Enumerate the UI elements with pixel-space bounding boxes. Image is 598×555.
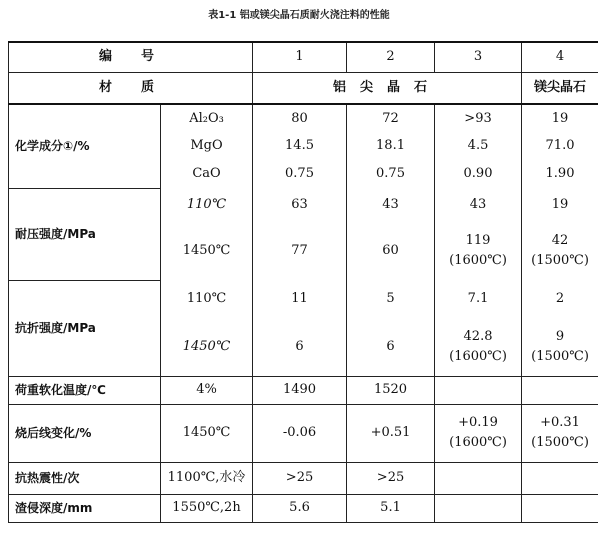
flex-value: 11 — [253, 280, 347, 318]
plc-value: -0.06 — [253, 404, 347, 462]
tsr-value: >25 — [347, 462, 435, 494]
tsr-label: 抗热震性/次 — [9, 462, 161, 494]
material-alumina-spinel: 铝尖晶石 — [253, 72, 522, 104]
compress-row-110 — [9, 188, 598, 222]
flex-value: 2 — [522, 280, 598, 318]
slag-value: 5.1 — [347, 494, 435, 522]
compress-cond: 1450℃ — [161, 222, 253, 280]
slag-row — [9, 494, 598, 522]
rul-value — [522, 376, 598, 404]
material-row — [9, 72, 598, 104]
chem-comp: Al₂O₃ — [161, 104, 253, 132]
plc-note: (1500℃) — [531, 435, 589, 450]
slag-value: 5.6 — [253, 494, 347, 522]
plc-row — [9, 404, 598, 462]
chem-value: 18.1 — [347, 132, 435, 160]
chem-value: >93 — [435, 104, 522, 132]
flex-cell-3 — [435, 318, 522, 376]
tsr-value: >25 — [253, 462, 347, 494]
chem-value: 14.5 — [253, 132, 347, 160]
plc-cond: 1450℃ — [161, 404, 253, 462]
compress-value: 119 — [465, 233, 491, 248]
tsr-value — [435, 462, 522, 494]
compress-value: 60 — [347, 222, 435, 280]
slag-value — [435, 494, 522, 522]
header-col-1: 1 — [253, 42, 347, 72]
plc-label: 烧后线变化/% — [9, 404, 161, 462]
header-label: 编 号 — [9, 42, 253, 72]
tsr-cond: 1100℃,水冷 — [161, 462, 253, 494]
flex-value: 6 — [253, 318, 347, 376]
flex-value: 9 — [555, 328, 565, 344]
chem-comp: CaO — [161, 160, 253, 188]
properties-table — [8, 41, 598, 523]
header-col-4: 4 — [522, 42, 598, 72]
flex-note: (1600℃) — [449, 348, 507, 364]
chem-value: 71.0 — [522, 132, 598, 160]
rul-value: 1490 — [253, 376, 347, 404]
flex-value: 42.8 — [463, 328, 493, 344]
chem-comp: MgO — [161, 132, 253, 160]
compress-label: 耐压强度/MPa — [9, 188, 161, 280]
plc-value: +0.31 — [540, 415, 580, 430]
compress-note: (1500℃) — [531, 253, 589, 268]
compress-cond: 110℃ — [161, 188, 253, 222]
plc-value: +0.51 — [347, 404, 435, 462]
compress-note: (1600℃) — [449, 253, 507, 268]
material-magnesia-spinel: 镁尖晶石 — [522, 72, 598, 104]
rul-row — [9, 376, 598, 404]
table-title: 表1-1 铝或镁尖晶石质耐火浇注料的性能 — [208, 10, 390, 21]
chem-value: 19 — [522, 104, 598, 132]
plc-note: (1600℃) — [449, 435, 507, 450]
chem-row-al2o3 — [9, 104, 598, 132]
flex-row-110 — [9, 280, 598, 318]
tsr-value — [522, 462, 598, 494]
flex-note: (1500℃) — [531, 348, 589, 364]
chem-value: 0.90 — [435, 160, 522, 188]
rul-cond: 4% — [161, 376, 253, 404]
chem-label: 化学成分①/% — [9, 104, 161, 188]
chem-value: 0.75 — [253, 160, 347, 188]
rul-value: 1520 — [347, 376, 435, 404]
compress-cell-4 — [522, 222, 598, 280]
compress-cell-3 — [435, 222, 522, 280]
flex-cell-4 — [522, 318, 598, 376]
plc-cell-4 — [522, 404, 598, 462]
flex-cond: 110℃ — [161, 280, 253, 318]
chem-value: 1.90 — [522, 160, 598, 188]
header-col-3: 3 — [435, 42, 522, 72]
compress-value: 42 — [551, 233, 569, 248]
chem-value: 0.75 — [347, 160, 435, 188]
compress-value: 43 — [435, 188, 522, 222]
flex-value: 6 — [347, 318, 435, 376]
header-col-2: 2 — [347, 42, 435, 72]
chem-value: 80 — [253, 104, 347, 132]
compress-value: 19 — [522, 188, 598, 222]
flex-label: 抗折强度/MPa — [9, 280, 161, 376]
compress-value: 43 — [347, 188, 435, 222]
tsr-row — [9, 462, 598, 494]
slag-label: 渣侵深度/mm — [9, 494, 161, 522]
plc-value: +0.19 — [458, 415, 498, 430]
plc-cell-3 — [435, 404, 522, 462]
header-row — [9, 42, 598, 72]
chem-value: 72 — [347, 104, 435, 132]
material-label: 材 质 — [9, 72, 253, 104]
compress-value: 77 — [253, 222, 347, 280]
rul-label: 荷重软化温度/℃ — [9, 376, 161, 404]
flex-value: 5 — [347, 280, 435, 318]
rul-value — [435, 376, 522, 404]
chem-value: 4.5 — [435, 132, 522, 160]
flex-value: 7.1 — [435, 280, 522, 318]
flex-cond: 1450℃ — [161, 318, 253, 376]
slag-value — [522, 494, 598, 522]
compress-value: 63 — [253, 188, 347, 222]
slag-cond: 1550℃,2h — [161, 494, 253, 522]
